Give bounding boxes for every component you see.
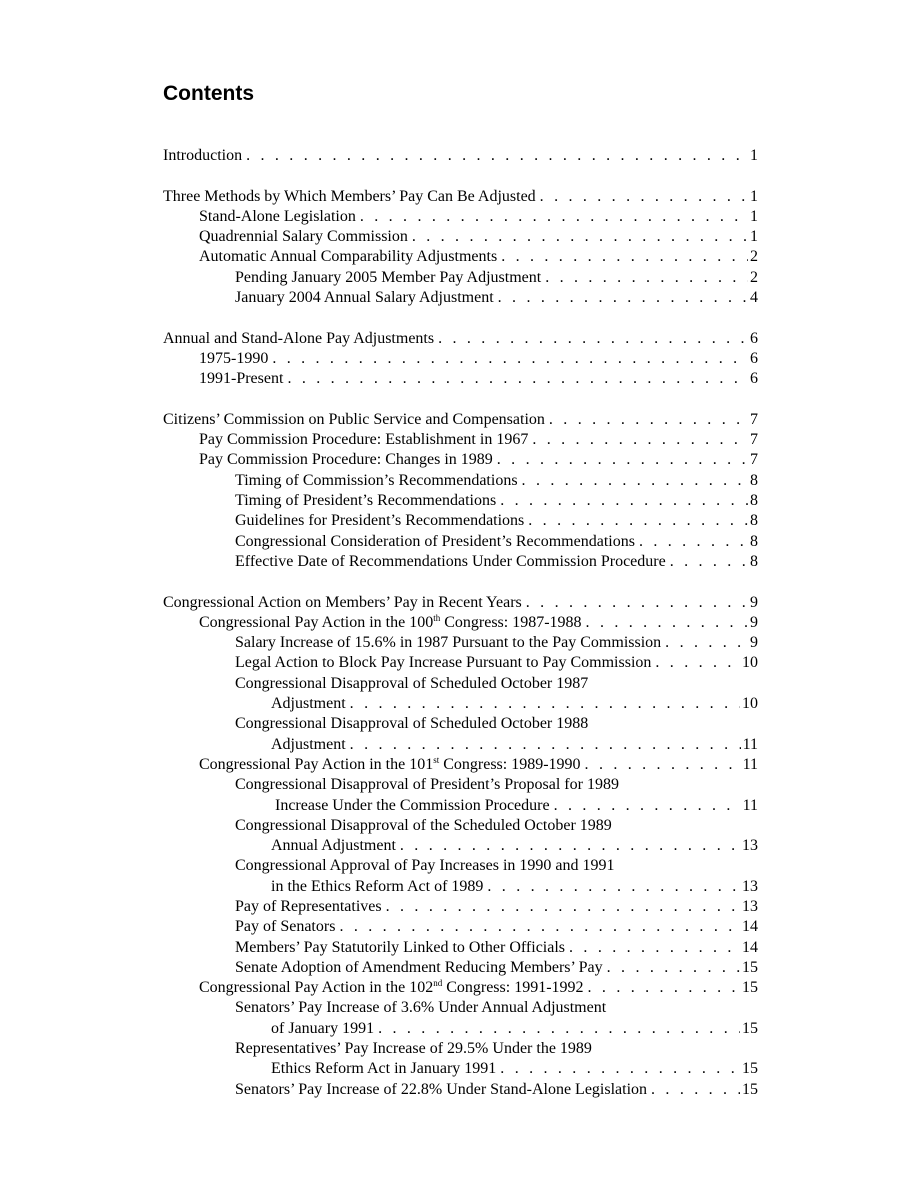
dot-leader: [396, 836, 740, 856]
toc-page-number: 8: [750, 532, 758, 550]
toc-entry: [163, 146, 758, 166]
toc-page-number: 9: [750, 613, 758, 631]
toc-page-number: 11: [742, 755, 758, 773]
toc-title-text: Congress: 1991-1992: [442, 979, 584, 997]
dot-leader: [346, 694, 740, 714]
toc-page-number: 14: [742, 938, 758, 956]
toc-entry-title: Adjustment: [271, 695, 346, 713]
toc-entry-title: January 2004 Annual Salary Adjustment: [235, 289, 494, 307]
toc-title-text: Congress: 1987-1988: [440, 613, 582, 631]
dot-leader: [661, 633, 748, 653]
toc-entry: [163, 1080, 758, 1100]
toc-entry-title: Senate Adoption of Amendment Reducing Members’ Pay: [235, 958, 603, 976]
toc-entry-title: Effective Date of Recommendations Under Commission Procedure: [235, 552, 666, 570]
toc-entry: [163, 227, 758, 247]
toc-entry-title: Stand-Alone Legislation: [199, 207, 356, 225]
dot-leader: [550, 796, 741, 816]
toc-entry: [163, 207, 758, 227]
toc-entry: [163, 836, 758, 856]
dot-leader: [647, 1080, 740, 1100]
toc-page-number: 7: [750, 431, 758, 449]
toc-title-text: Congressional Pay Action in the 100: [199, 613, 434, 631]
toc-page-number: 8: [750, 552, 758, 570]
toc-page-number: 7: [750, 410, 758, 428]
dot-leader: [408, 227, 748, 247]
toc-entry-title: 1975-1990: [199, 349, 269, 367]
toc-entry-title: Members’ Pay Statutorily Linked to Other Officials: [235, 938, 566, 956]
toc-entry-title: of January 1991: [271, 1019, 375, 1037]
toc-page-number: 9: [750, 634, 758, 652]
toc-entry-title: Guidelines for President’s Recommendations: [235, 512, 525, 530]
toc-title-text: Congress: 1989-1990: [439, 755, 581, 773]
toc-entry: [163, 329, 758, 349]
toc-page-number: 2: [750, 248, 758, 266]
toc-entry-title: Pay of Senators: [235, 918, 336, 936]
dot-leader: [536, 187, 748, 207]
dot-leader: [565, 938, 740, 958]
toc-entry-title: Quadrennial Salary Commission: [199, 228, 408, 246]
toc-entry: [163, 471, 758, 491]
toc-entry-first-line: Congressional Disapproval of the Scheduled October 1989: [235, 816, 612, 834]
dot-leader: [356, 207, 748, 227]
dot-leader: [283, 369, 748, 389]
dot-leader: [494, 288, 748, 308]
toc-page-number: 1: [750, 207, 758, 225]
dot-leader: [335, 917, 740, 937]
toc-entry: [163, 593, 758, 613]
toc-entry-title: [199, 978, 584, 998]
dot-leader: [584, 978, 740, 998]
dot-leader: [666, 552, 748, 572]
toc-page-number: 7: [750, 451, 758, 469]
toc-entry: [163, 1059, 758, 1079]
toc-page-number: 6: [750, 329, 758, 347]
dot-leader: [374, 1019, 740, 1039]
toc-page-number: 15: [742, 1019, 758, 1037]
toc-entry-title: 1991-Present: [199, 370, 284, 388]
toc-entry-first-line: Congressional Disapproval of President’s Proposal for 1989: [235, 776, 619, 794]
toc-entry: [163, 369, 758, 389]
dot-leader: [581, 755, 741, 775]
toc-entry-title: Salary Increase of 15.6% in 1987 Pursuant to the Pay Commission: [235, 634, 662, 652]
toc-entry-title: Pay Commission Procedure: Establishment in 1967: [199, 431, 529, 449]
toc-entry-title: Annual and Stand-Alone Pay Adjustments: [163, 329, 435, 347]
toc-entry: [163, 349, 758, 369]
toc-entry: [163, 653, 758, 673]
dot-leader: [497, 247, 748, 267]
toc-entry-first-line: Representatives’ Pay Increase of 29.5% Under the 1989: [235, 1040, 592, 1058]
dot-leader: [493, 450, 748, 470]
dot-leader: [541, 268, 748, 288]
toc-entry: [163, 613, 758, 633]
toc-page-number: 2: [750, 268, 758, 286]
toc-page-number: 8: [750, 492, 758, 510]
toc-entry-title: Adjustment: [271, 735, 346, 753]
toc-title-text: Congressional Pay Action in the 102: [199, 979, 434, 997]
toc-page-number: 13: [742, 837, 758, 855]
dot-leader: [522, 593, 748, 613]
toc-entry-title: Senators’ Pay Increase of 22.8% Under Stand-Alone Legislation: [235, 1080, 648, 1098]
toc-entry: [163, 755, 758, 775]
toc-entry-first-line: Congressional Disapproval of Scheduled October 1987: [235, 674, 589, 692]
dot-leader: [496, 491, 748, 511]
toc-entry-title: Annual Adjustment: [271, 837, 396, 855]
toc-page-number: 15: [742, 979, 758, 997]
dot-leader: [382, 897, 740, 917]
ordinal-suffix: nd: [433, 978, 443, 989]
toc-entry: [163, 491, 758, 511]
toc-entry: [163, 897, 758, 917]
toc-entry-title: Timing of President’s Recommendations: [235, 492, 497, 510]
toc-entry: [163, 978, 758, 998]
dot-leader: [434, 329, 748, 349]
toc-page-number: 14: [742, 918, 758, 936]
toc-title-text: Congressional Pay Action in the 101: [199, 755, 434, 773]
dot-leader: [483, 877, 740, 897]
toc-entry-first-line: Senators’ Pay Increase of 3.6% Under Annual Adjustment: [235, 999, 607, 1017]
toc-entry: [163, 694, 758, 714]
toc-page-number: 6: [750, 370, 758, 388]
toc-entry-title: Introduction: [163, 147, 243, 164]
toc-page-number: 1: [750, 187, 758, 205]
toc-entry-first-line: Congressional Disapproval of Scheduled October 1988: [235, 715, 589, 733]
dot-leader: [496, 1059, 740, 1079]
ordinal-suffix: st: [433, 754, 440, 765]
toc-entry: [163, 735, 758, 755]
table-of-contents: [163, 146, 758, 1100]
dot-leader: [582, 613, 748, 633]
toc-entry-title: Timing of Commission’s Recommendations: [235, 471, 518, 489]
dot-leader: [524, 511, 748, 531]
toc-page-number: 9: [750, 593, 758, 611]
toc-page-number: 15: [742, 1060, 758, 1078]
toc-page-number: 1: [750, 228, 758, 246]
toc-page-number: 6: [750, 349, 758, 367]
toc-page-number: 8: [750, 471, 758, 489]
toc-entry: [163, 552, 758, 572]
toc-entry-first-line: Congressional Approval of Pay Increases in 1990 and 1991: [235, 857, 615, 875]
dot-leader: [603, 958, 740, 978]
toc-page-number: 13: [742, 877, 758, 895]
toc-entry: [163, 247, 758, 267]
toc-entry-title: Ethics Reform Act in January 1991: [271, 1060, 497, 1078]
toc-entry: [163, 532, 758, 552]
toc-entry-title: Legal Action to Block Pay Increase Pursuant to Pay Commission: [235, 654, 652, 672]
toc-entry: [163, 410, 758, 430]
dot-leader: [346, 735, 741, 755]
toc-entry: [163, 633, 758, 653]
dot-leader: [545, 410, 748, 430]
toc-entry-title: [199, 755, 581, 775]
contents-heading: Contents: [163, 82, 254, 105]
toc-page-number: 8: [750, 512, 758, 530]
dot-leader: [635, 532, 748, 552]
dot-leader: [242, 146, 748, 166]
toc-entry-title: Automatic Annual Comparability Adjustments: [199, 248, 498, 266]
toc-entry-title: Increase Under the Commission Procedure: [275, 796, 550, 814]
toc-page-number: 15: [742, 1080, 758, 1098]
toc-page-number: 11: [742, 796, 758, 814]
ordinal-suffix: th: [433, 612, 441, 623]
toc-entry: [163, 450, 758, 470]
toc-page-number: 10: [742, 695, 758, 713]
toc-entry-title: Congressional Consideration of President’s Recommendations: [235, 532, 635, 550]
toc-entry: [163, 1019, 758, 1039]
toc-entry: [163, 288, 758, 308]
dot-leader: [528, 430, 748, 450]
toc-page-number: 11: [742, 735, 758, 753]
toc-entry: [163, 958, 758, 978]
toc-entry: [163, 268, 758, 288]
toc-entry: [163, 938, 758, 958]
toc-entry: [163, 511, 758, 531]
toc-entry-title: in the Ethics Reform Act of 1989: [271, 877, 484, 895]
toc-entry-title: Pay of Representatives: [235, 897, 382, 915]
dot-leader: [651, 653, 740, 673]
toc-entry-title: Pay Commission Procedure: Changes in 1989: [199, 451, 493, 469]
toc-entry-title: Three Methods by Which Members’ Pay Can Be Adjusted: [163, 187, 536, 205]
toc-entry: [163, 796, 758, 816]
toc-entry: [163, 187, 758, 207]
toc-page-number: 1: [750, 147, 758, 164]
toc-entry-title: [199, 613, 582, 633]
toc-page-number: 15: [742, 958, 758, 976]
toc-entry: [163, 430, 758, 450]
toc-page-number: 10: [742, 654, 758, 672]
toc-page-number: 4: [750, 289, 758, 307]
toc-entry: [163, 877, 758, 897]
dot-leader: [268, 349, 748, 369]
toc-entry-title: Pending January 2005 Member Pay Adjustment: [235, 268, 542, 286]
toc-entry-title: Congressional Action on Members’ Pay in Recent Years: [163, 593, 522, 611]
dot-leader: [518, 471, 748, 491]
toc-page-number: 13: [742, 897, 758, 915]
toc-entry: [163, 917, 758, 937]
toc-entry-title: Citizens’ Commission on Public Service and Compensation: [163, 410, 545, 428]
